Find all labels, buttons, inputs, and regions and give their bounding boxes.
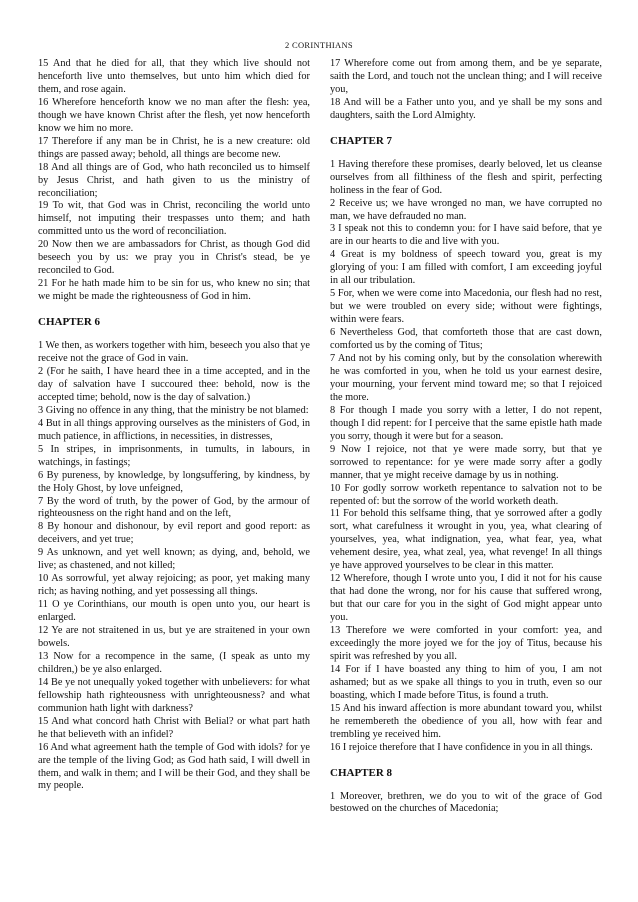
verse: 1 Having therefore these promises, dearly beloved, let us cleanse ourselves from all filthiness of the flesh and spirit, perfecting holiness in the fear of God.	[330, 158, 602, 196]
verse: 14 Be ye not unequally yoked together with unbelievers: for what fellowship hath righteousness with unrighteousness? and what communion hath light with darkness?	[38, 676, 310, 714]
running-head: 2 CORINTHIANS	[285, 40, 353, 50]
verse: 15 And that he died for all, that they which live should not henceforth live unto themselves, but unto him which died for them, and rose again.	[38, 58, 310, 95]
verse: 6 Nevertheless God, that comforteth those that are cast down, comforted us by the coming of Titus;	[330, 327, 602, 352]
verse: 11 For behold this selfsame thing, that ye sorrowed after a godly sort, what carefulness it wrought in you, yea, what clearing of yourselves, yea, what indignation, yea, what fear, yea, what vehement desire, yea, what zeal, yea, what revenge! In all things ye have approved yourselves to be clear in this matter.	[330, 508, 602, 572]
chapter-heading: CHAPTER 7	[330, 134, 393, 147]
verse: 3 Giving no offence in any thing, that the ministry be not blamed:	[38, 404, 309, 416]
verse: 9 As unknown, and yet well known; as dying, and, behold, we live; as chastened, and not killed;	[38, 547, 310, 572]
verse: 17 Wherefore come out from among them, and be ye separate, saith the Lord, and touch not the unclean thing; and I will receive you,	[330, 58, 602, 95]
verse: 2 Receive us; we have wronged no man, we have corrupted no man, we have defrauded no man.	[330, 197, 602, 222]
verse: 12 Wherefore, though I wrote unto you, I did it not for his cause that had done the wrong, nor for his cause that suffered wrong, but that our care for you in the sight of God might appear unto you.	[330, 573, 602, 624]
verse: 11 O ye Corinthians, our mouth is open unto you, our heart is enlarged.	[38, 599, 310, 624]
verse: 12 Ye are not straitened in us, but ye are straitened in your own bowels.	[38, 625, 310, 649]
verse: 1 Moreover, brethren, we do you to wit of the grace of God bestowed on the churches of Macedonia;	[330, 790, 602, 815]
verse: 18 And will be a Father unto you, and ye shall be my sons and daughters, saith the Lord Almighty.	[330, 96, 602, 121]
verse: 4 But in all things approving ourselves as the ministers of God, in much patience, in afflictions, in necessities, in distresses,	[38, 417, 310, 442]
verse: 20 Now then we are ambassadors for Christ, as though God did beseech you by us: we pray you in Christ's stead, be ye reconciled to God.	[38, 239, 310, 277]
verse: 14 For if I have boasted any thing to him of you, I am not ashamed; but as we spake all things to you in truth, even so our boasting, which I made before Titus, is found a truth.	[330, 663, 602, 701]
verse: 10 For godly sorrow worketh repentance to salvation not to be repented of: but the sorrow of the world worketh death.	[330, 482, 602, 507]
chapter-heading: CHAPTER 6	[38, 316, 101, 329]
verse: 18 And all things are of God, who hath reconciled us to himself by Jesus Christ, and hath given to us the ministry of reconciliation;	[38, 161, 310, 199]
verse: 7 By the word of truth, by the power of God, by the armour of righteousness on the right hand and on the left,	[38, 495, 310, 520]
verse: 13 Now for a recompence in the same, (I speak as unto my children,) be ye also enlarged.	[38, 650, 310, 675]
verse: 3 I speak not this to condemn you: for I have said before, that ye are in our hearts to die and live with you.	[330, 223, 602, 248]
verse: 6 By pureness, by knowledge, by longsuffering, by kindness, by the Holy Ghost, by love unfeigned,	[38, 469, 310, 494]
verse: 16 And what agreement hath the temple of God with idols? for ye are the temple of the living God; as God hath said, I will dwell in them, and walk in them; and I will be their God, and they shall be my people.	[38, 741, 310, 792]
verse: 16 Wherefore henceforth know we no man after the flesh: yea, though we have known Christ after the flesh, yet now henceforth know we him no more.	[38, 96, 310, 134]
verse: 4 Great is my boldness of speech toward you, great is my glorying of you: I am filled with comfort, I am exceeding joyful in all our tribulation.	[330, 249, 602, 287]
verse: 15 And what concord hath Christ with Belial? or what part hath he that believeth with an infidel?	[38, 715, 310, 740]
verse: 10 As sorrowful, yet alway rejoicing; as poor, yet making many rich; as having nothing, and yet possessing all things.	[38, 573, 310, 598]
verse: 13 Therefore we were comforted in your comfort: yea, and exceedingly the more joyed we for the joy of Titus, because his spirit was refreshed by you all.	[330, 625, 602, 662]
verse-group	[38, 340, 310, 793]
chapter-heading: CHAPTER 8	[330, 766, 393, 779]
verse: 16 I rejoice therefore that I have confidence in you in all things.	[330, 741, 593, 753]
verse-group	[330, 58, 602, 123]
verse: 8 By honour and dishonour, by evil report and good report: as deceivers, and yet true;	[38, 521, 310, 546]
verse: 8 For though I made you sorry with a letter, I do not repent, though I did repent: for I perceive that the same epistle hath made you sorry, though it were but for a season.	[330, 404, 602, 442]
verse-group	[38, 58, 310, 304]
verse: 2 (For he saith, I have heard thee in a time accepted, and in the day of salvation have I succoured thee: behold, now is the accepted time; behold, now is the day of salvation.)	[38, 365, 310, 403]
verse: 15 And his inward affection is more abundant toward you, whilst he remembereth the obedience of you all, how with fear and trembling ye received him.	[330, 702, 602, 740]
left-column	[38, 58, 310, 793]
verse: 5 For, when we were come into Macedonia, our flesh had no rest, but we were troubled on every side; without were fightings, within were fears.	[330, 288, 602, 326]
verse: 7 And not by his coming only, but by the consolation wherewith he was comforted in you, when he told us your earnest desire, your mourning, your fervent mind toward me; so that I rejoiced the more.	[330, 353, 602, 403]
verse: 1 We then, as workers together with him, beseech you also that ye receive not the grace of God in vain.	[38, 340, 310, 365]
verse: 5 In stripes, in imprisonments, in tumults, in labours, in watchings, in fastings;	[38, 443, 310, 468]
right-column	[330, 58, 602, 816]
verse: 9 Now I rejoice, not that ye were made sorry, but that ye sorrowed to repentance: for ye were made sorry after a godly manner, that ye might receive damage by us in nothing.	[330, 443, 602, 481]
verse: 17 Therefore if any man be in Christ, he is a new creature: old things are passed away; behold, all things are become new.	[38, 135, 310, 160]
verse-group	[330, 791, 602, 817]
verse: 19 To wit, that God was in Christ, reconciling the world unto himself, not imputing their trespasses unto them; and hath committed unto us the word of reconciliation.	[38, 200, 310, 238]
verse-group	[330, 159, 602, 755]
verse: 21 For he hath made him to be sin for us, who knew no sin; that we might be made the righteousness of God in him.	[38, 278, 310, 303]
